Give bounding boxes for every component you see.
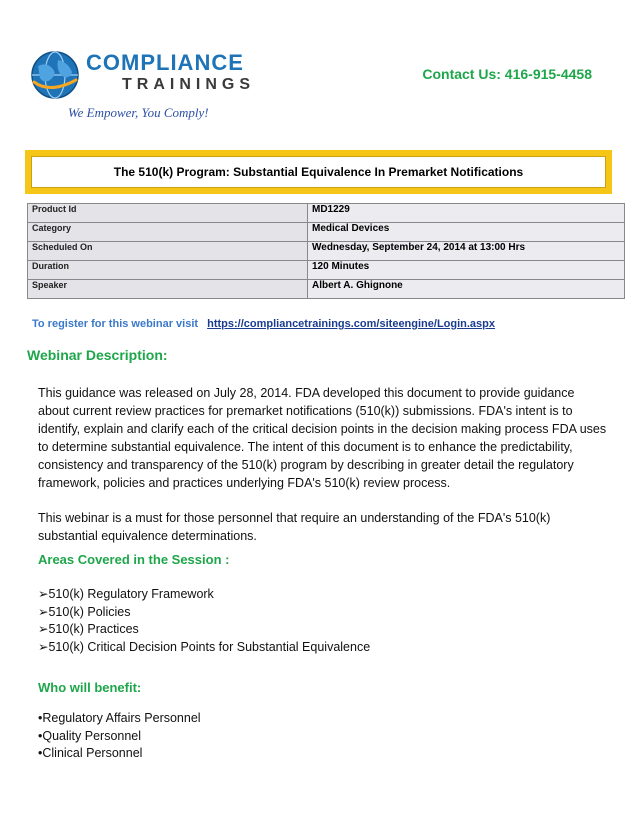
info-value: Wednesday, September 24, 2014 at 13:00 Hrs: [308, 242, 625, 261]
list-item: ➢510(k) Regulatory Framework: [38, 587, 214, 601]
info-key: Speaker: [28, 280, 308, 299]
info-row-category: [28, 223, 625, 242]
benefit-heading: Who will benefit:: [38, 680, 142, 695]
benefit-list: [38, 710, 201, 763]
list-item: •Regulatory Affairs Personnel: [38, 711, 201, 725]
webinar-info-table: [27, 203, 625, 299]
contact-phone: Contact Us: 416-915-4458: [422, 66, 592, 82]
info-key: Scheduled On: [28, 242, 308, 261]
logo-text-compliance: COMPLIANCE: [86, 50, 244, 75]
list-item: •Quality Personnel: [38, 728, 142, 743]
info-row-scheduled-on: [28, 242, 625, 261]
info-row-product-id: [28, 204, 625, 223]
register-label: To register for this webinar visit: [32, 318, 199, 330]
company-logo: [30, 44, 255, 104]
info-key: Duration: [28, 261, 308, 280]
info-value: 120 Minutes: [308, 261, 625, 280]
areas-list: [38, 586, 370, 656]
info-value: MD1229: [308, 204, 625, 223]
register-link[interactable]: https://compliancetrainings.com/siteengine/Login.aspx: [207, 318, 496, 330]
logo-text-trainings: TRAININGS: [122, 76, 255, 93]
webinar-title: The 510(k) Program: Substantial Equivalence In Premarket Notifications: [31, 156, 606, 188]
description-paragraph-1: This guidance was released on July 28, 2014. FDA developed this document to provide guidance about current review practices for premarket notifications (510(k)) submissions. FDA's intent is to identify, explain and clarify each of the critical decision points in the decision making process FDA uses to determine substantial equivalence. The intent of this document is to enhance the predictability, consistency and transparency of the 510(k) program by describing in greater detail the regulatory framework, policies and practices underlying FDA's 510(k) review process.: [38, 386, 607, 490]
info-key: Product Id: [28, 204, 308, 223]
info-row-duration: [28, 261, 625, 280]
info-row-speaker: [28, 280, 625, 299]
info-key: Category: [28, 223, 308, 242]
register-line: [32, 318, 495, 330]
list-item: ➢510(k) Critical Decision Points for Substantial Equivalence: [38, 639, 371, 654]
description-heading: Webinar Description:: [27, 347, 168, 363]
description-paragraph-2: This webinar is a must for those personnel that require an understanding of the FDA's 510(k) substantial equivalence determinations.: [38, 511, 551, 543]
list-item: •Clinical Personnel: [38, 746, 143, 760]
list-item: ➢510(k) Policies: [38, 604, 131, 619]
globe-icon: [30, 50, 80, 100]
areas-heading: Areas Covered in the Session :: [38, 552, 230, 567]
tagline: We Empower, You Comply!: [68, 105, 209, 120]
info-value: Medical Devices: [308, 223, 625, 242]
info-value: Albert A. Ghignone: [308, 280, 625, 299]
list-item: ➢510(k) Practices: [38, 622, 139, 636]
